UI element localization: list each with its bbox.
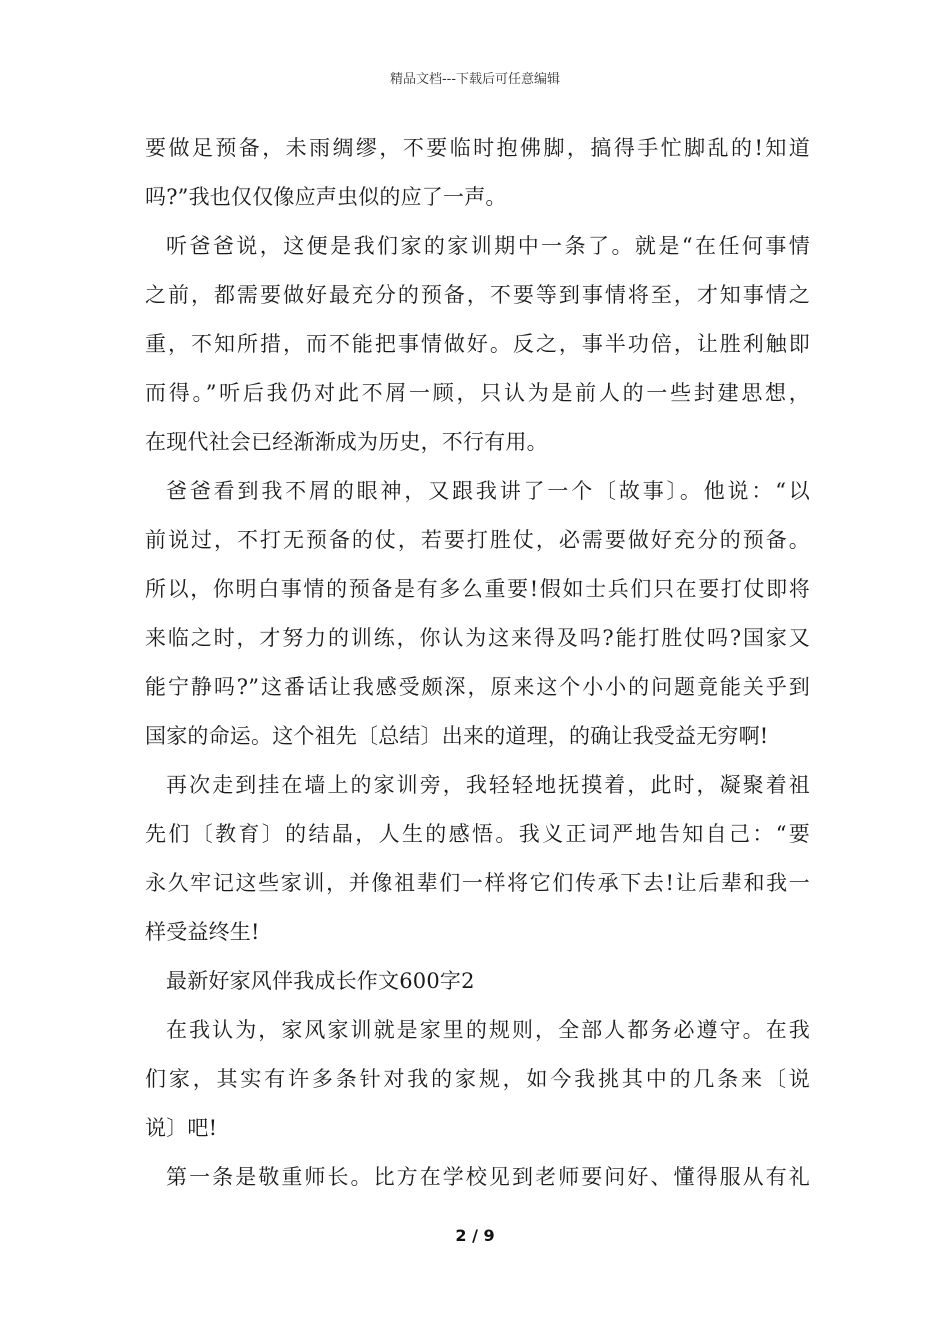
text-line: 来临之时，才努力的训练，你认为这来得及吗?能打胜仗吗?国家又 [145,626,810,650]
text-line: 在我认为，家风家训就是家里的规则，全部人都务必遵守。在我 [166,1018,810,1042]
text-line: 再次走到挂在墙上的家训旁，我轻轻地抚摸着，此时，凝聚着祖 [166,773,810,797]
document-body [145,124,810,1202]
text-line: 永久牢记这些家训，并像祖辈们一样将它们传承下去!让后辈和我一 [145,871,810,895]
text-line: 先们〔教育〕的结晶，人生的感悟。我义正词严地告知自己：“要 [145,822,810,846]
text-line: 前说过，不打无预备的仗，若要打胜仗，必需要做好充分的预备。 [145,528,810,552]
text-line: 们家，其实有许多条针对我的家规，如今我挑其中的几条来〔说 [145,1067,810,1091]
text-line: 吗?”我也仅仅像应声虫似的应了一声。 [145,185,507,209]
text-line: 说〕吧! [145,1116,218,1140]
text-line: 听爸爸说，这便是我们家的家训期中一条了。就是“在任何事情 [166,234,810,258]
text-line: 之前，都需要做好最充分的预备，不要等到事情将至，才知事情之 [145,283,810,307]
section-heading: 最新好家风伴我成长作文600字2 [166,969,475,993]
text-line: 能宁静吗?”这番话让我感受颇深，原来这个小小的问题竟能关乎到 [145,675,810,699]
page-number: 2 / 9 [455,1226,495,1245]
text-line: 样受益终生! [145,920,260,944]
text-line: 第一条是敬重师长。比方在学校见到老师要问好、懂得服从有礼 [166,1165,810,1189]
text-line: 爸爸看到我不屑的眼神，又跟我讲了一个〔故事〕。他说：“以 [166,479,810,503]
text-line: 重，不知所措，而不能把事情做好。反之，事半功倍，让胜利触即 [145,332,810,356]
text-line: 国家的命运。这个祖先〔总结〕出来的道理，的确让我受益无穷啊! [145,724,769,748]
text-line: 在现代社会已经渐渐成为历史，不行有用。 [145,430,548,454]
text-line: 要做足预备，未雨绸缪，不要临时抱佛脚，搞得手忙脚乱的!知道 [145,136,810,160]
page-header: 精品文档---下载后可任意编辑 [389,72,561,87]
text-line: 而得。”听后我仍对此不屑一顾，只认为是前人的一些封建思想， [145,381,810,405]
text-line: 所以，你明白事情的预备是有多么重要!假如士兵们只在要打仗即将 [145,577,810,601]
